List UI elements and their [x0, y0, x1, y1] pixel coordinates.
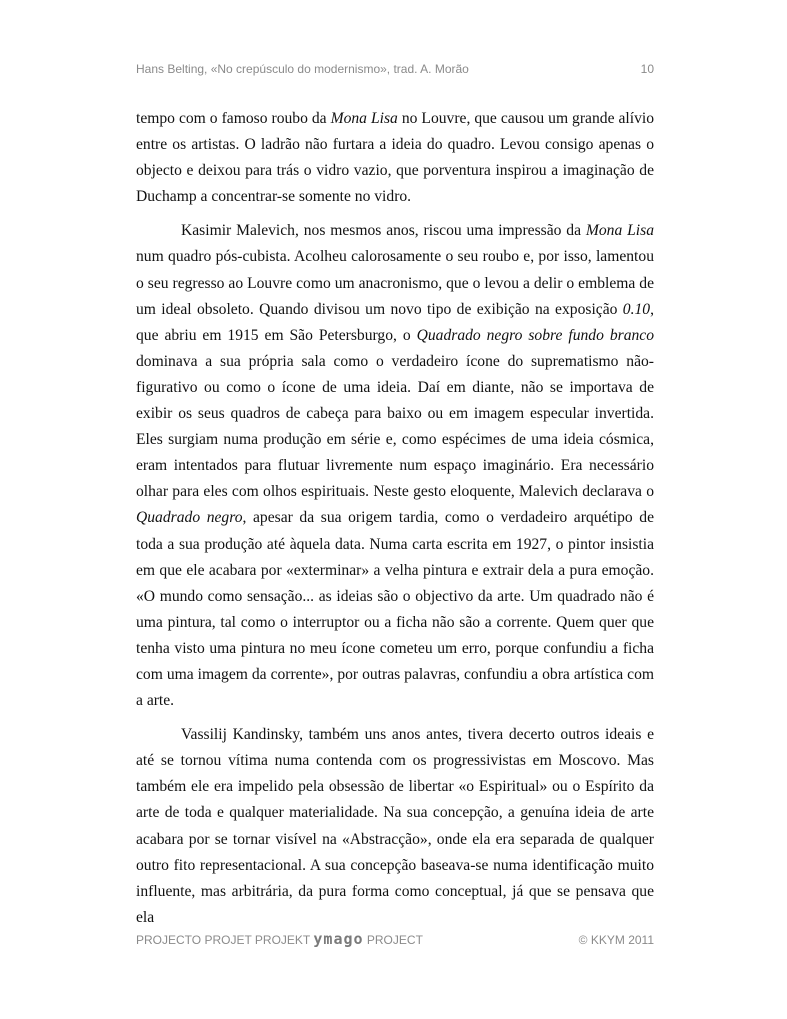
text-run: tempo com o famoso roubo da — [136, 110, 331, 127]
page-number: 10 — [640, 62, 654, 76]
italic-title: Quadrado negro sobre fundo branco — [416, 326, 655, 344]
footer-copyright: © KKYM 2011 — [578, 933, 654, 947]
text-run: dominava a sua própria sala como o verdadeiro ícone do suprematismo não-figurativo ou como o ícone de uma ideia. Daí em diante, não se importava de exibir os seus quadros de cabeça para baixo ou em imagem especular invertida. Eles surgiam numa produção em série e, como espécimes de uma ideia cósmica, eram intentados para flutuar livremente num espaço imaginário. Era necessário olhar para eles com olhos espirituais. Neste gesto eloquente, Malevich declarava o — [136, 352, 654, 501]
text-run: , apesar da sua origem tardia, como o verdadeiro arquétipo de toda a sua produção até àquela data. Numa carta escrita em 1927, o pintor insistia em que ele acabara por «exterminar» a velha pintura e extrair dela a pura emoção. «O mundo como sensação... as ideias são o objectivo da arte. Um quadrado não é uma pintura, tal como o interruptor ou a ficha não são a corrente. Quem quer que tenha visto uma pintura no meu ícone cometeu um erro, porque confundiu a ficha com uma imagem da corrente», por outras palavras, confundiu a obra artística com a arte. — [136, 509, 654, 710]
paragraph-3 — [136, 722, 654, 931]
text-run: num quadro pós-cubista. Acolheu calorosamente o seu roubo e, por isso, lamentou o seu regresso ao Louvre como um anacronismo, que o levou a delir o emblema de um ideal obsoleto. Quando divisou um novo tipo de exibição na exposição — [136, 248, 654, 318]
italic-title: Quadrado negro — [136, 509, 243, 527]
page-footer — [136, 930, 654, 948]
text-run: Kasimir Malevich, nos mesmos anos, riscou uma impressão da — [181, 222, 586, 240]
ymago-logo: ymago — [313, 930, 364, 948]
italic-title: Mona Lisa — [330, 110, 398, 127]
text-run: , que abriu em 1915 em São Petersburgo, o — [136, 300, 654, 344]
paragraph-1 — [136, 106, 654, 210]
italic-title: 0.10 — [622, 300, 651, 318]
text-run: no Louvre, que causou um grande alívio entre os artistas. O ladrão não furtara a ideia do quadro. Levou consigo apenas o objecto e deixou para trás o vidro vazio, que porventura inspirou a imaginação de Duchamp a concentrar-se somente no vidro. — [136, 110, 654, 206]
running-title: Hans Belting, «No crepúsculo do modernismo», trad. A. Morão — [136, 62, 469, 76]
page-header — [136, 62, 654, 76]
body-text — [136, 106, 654, 931]
paragraph-2 — [136, 218, 654, 714]
italic-title: Mona Lisa — [585, 222, 654, 240]
footer-suffix: PROJECT — [366, 933, 423, 947]
footer-project-line — [136, 930, 423, 948]
text-run: Vassilij Kandinsky, também uns anos antes, tivera decerto outros ideais e até se tornou vítima numa contenda com os progressivistas em Moscovo. Mas também ele era impelido pela obsessão de libertar «o Espiritual» ou o Espírito da arte de toda e qualquer materialidade. Na sua concepção, a genuína ideia de arte acabara por se tornar visível na «Abstracção», onde ela era separada de qualquer outro fito representacional. A sua concepção baseava-se numa identificação muito influente, mas arbitrária, da pura forma como conceptual, já que se pensava que ela — [136, 726, 654, 926]
footer-prefix: PROJECTO PROJET PROJEKT — [136, 933, 311, 947]
